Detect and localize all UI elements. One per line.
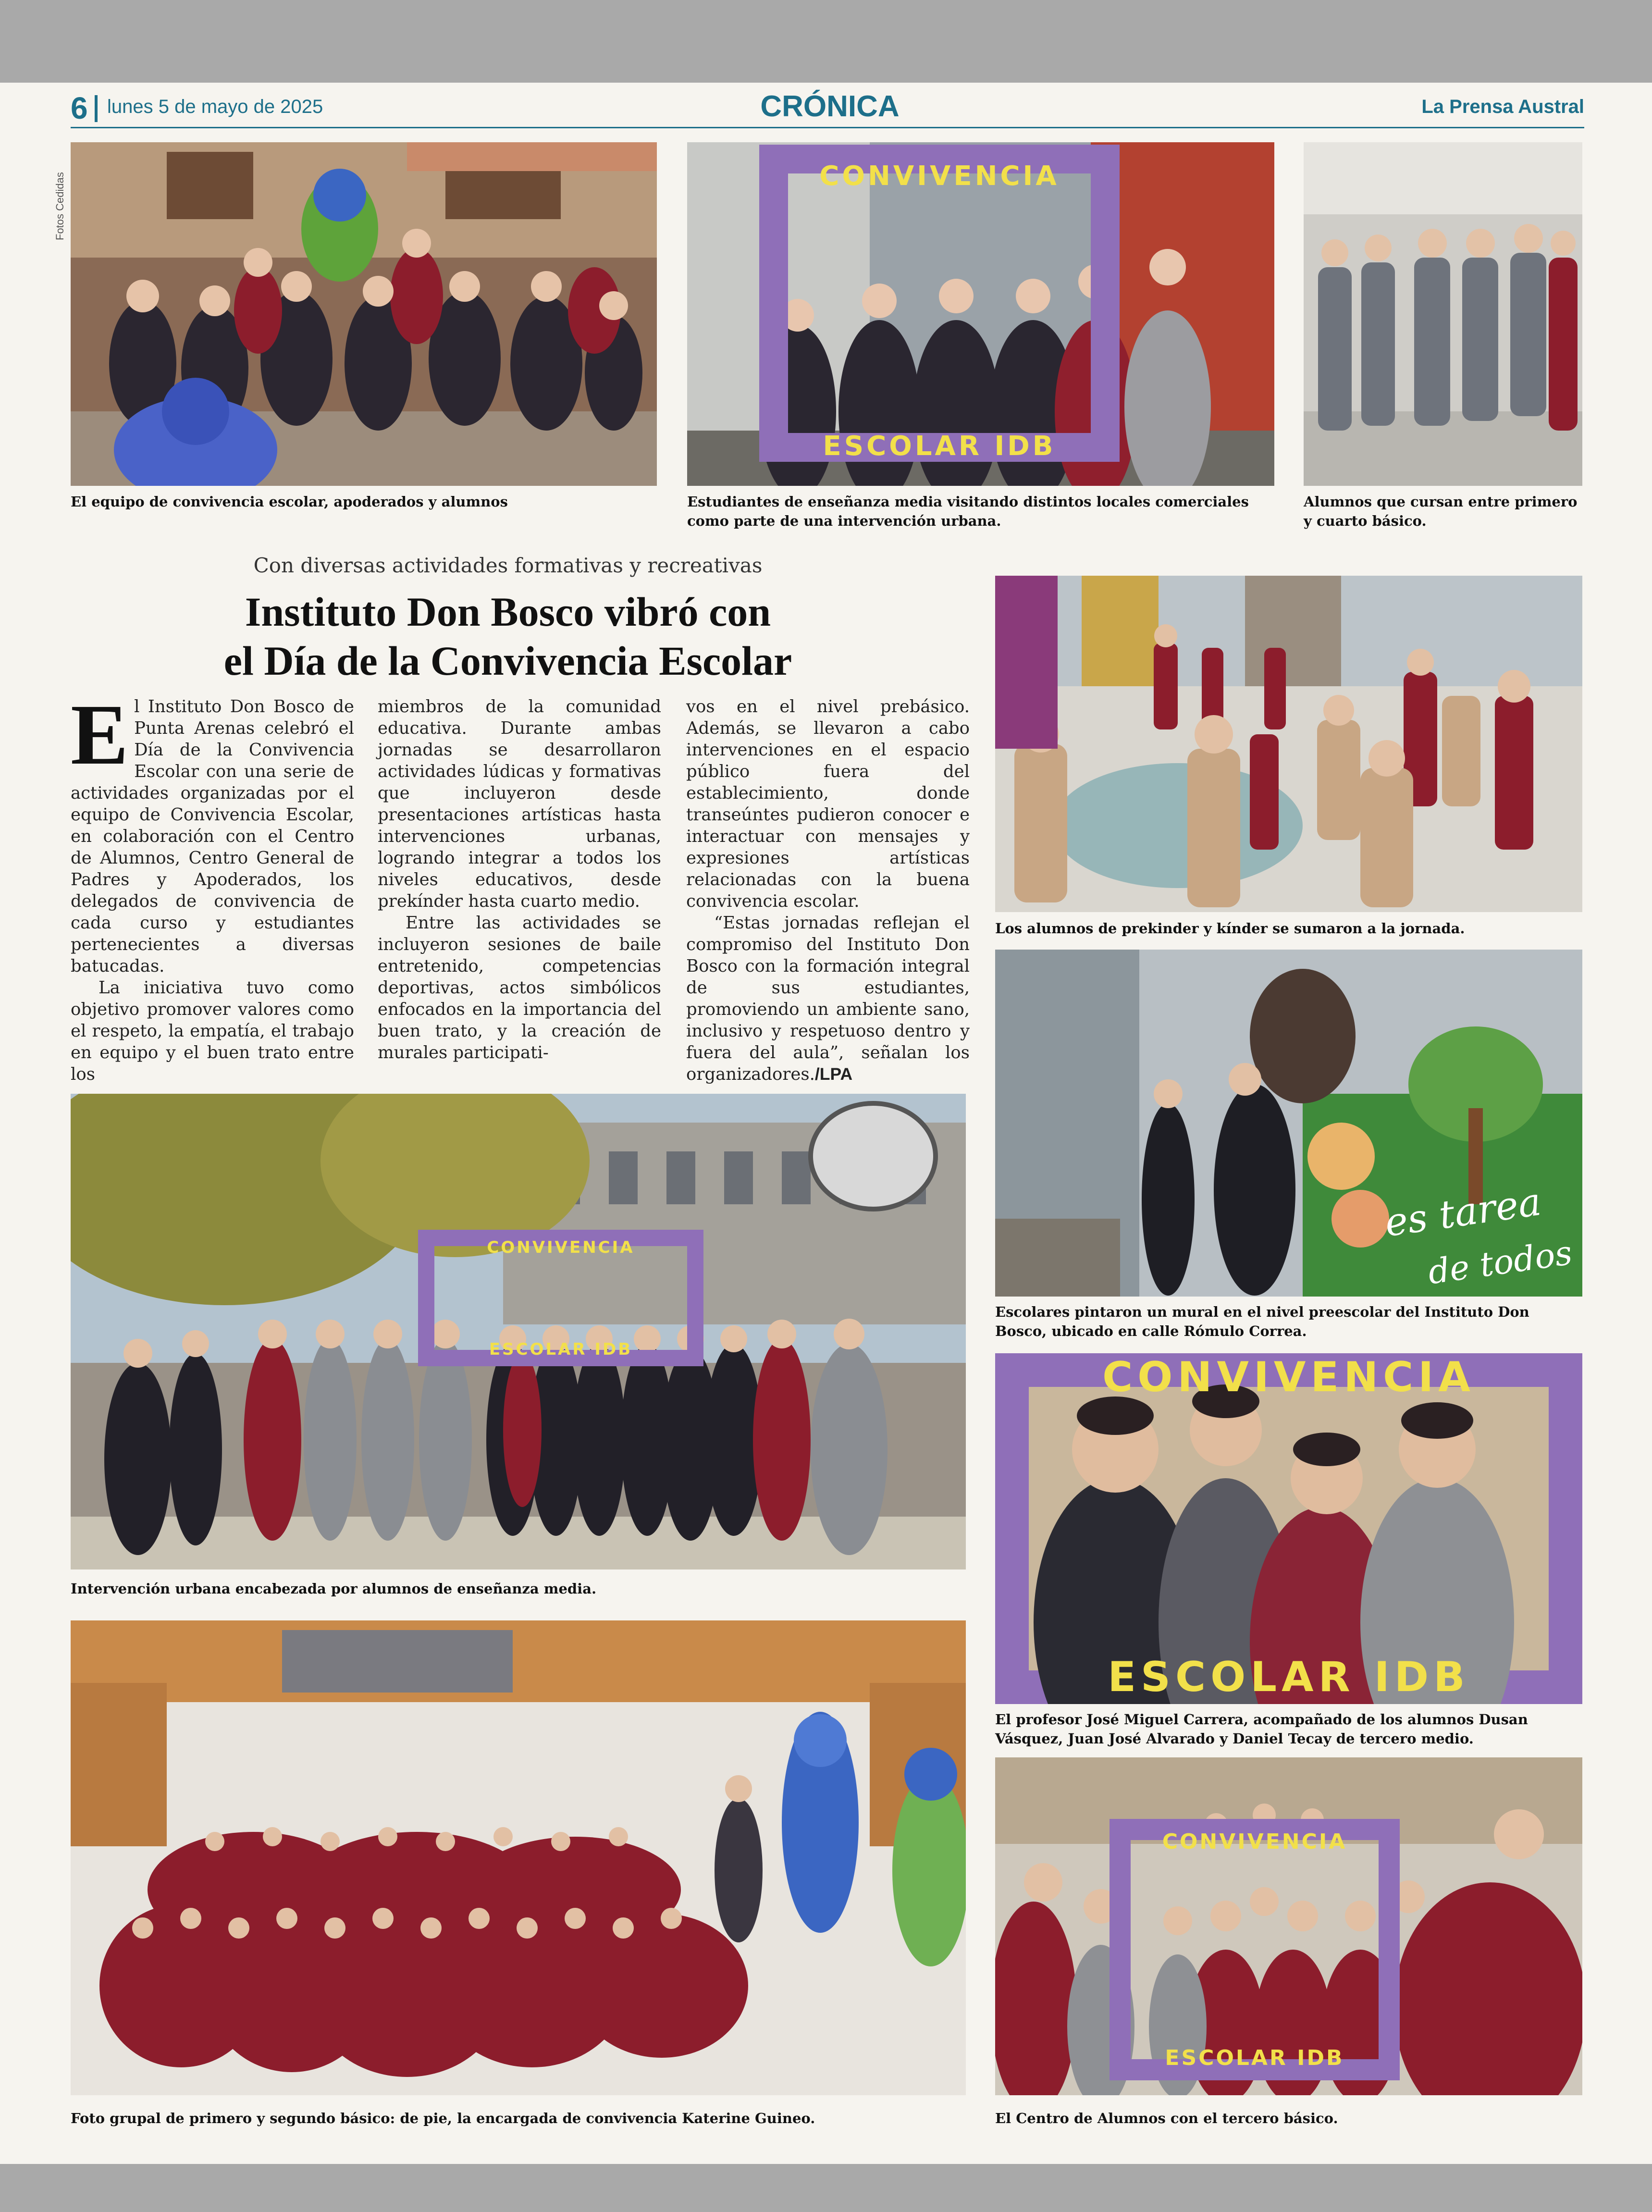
- photo-mural: [995, 950, 1582, 1297]
- photo-gym-group: [71, 1620, 966, 2095]
- caption-team-group: El equipo de convivencia escolar, apoderados y alumnos: [71, 494, 508, 510]
- frame-text-bottom: ESCOLAR IDB: [489, 1340, 633, 1359]
- article-column-3: [686, 696, 970, 1085]
- frame-text-top: CONVIVENCIA: [819, 161, 1060, 192]
- article-kicker: Con diversas actividades formativas y recreativas: [253, 554, 763, 577]
- photo-credit: Fotos Cedidas: [54, 172, 66, 240]
- caption-gym-group: Foto grupal de primero y segundo básico: de pie, la encargada de convivencia Katerine Guineo.: [71, 2110, 815, 2126]
- header-rule: [71, 127, 1584, 128]
- caption-urban-intervention: Intervención urbana encabezada por alumnos de enseñanza media.: [71, 1581, 597, 1597]
- frame-text-bottom: ESCOLAR IDB: [1108, 1653, 1470, 1701]
- caption-students-frame-street: Estudiantes de enseñanza media visitando distintos locales comerciales como parte de una intervención urbana.: [687, 494, 1249, 529]
- top-border: [0, 0, 1652, 83]
- mural-text-2: de todos: [1425, 1233, 1575, 1292]
- photo-primary-students: [1304, 142, 1582, 486]
- caption-primary-students: Alumnos que cursan entre primero y cuarto básico.: [1304, 494, 1578, 529]
- col1-paragraph-2: La iniciativa tuvo como objetivo promover valores como el respeto, la empatía, el trabajo en equipo y el buen trato entre los: [71, 978, 354, 1084]
- photo-urban-intervention: [71, 1094, 966, 1569]
- photo-student-council: [995, 1757, 1582, 2095]
- page-header: [71, 87, 1584, 130]
- frame-text-top: CONVIVENCIA: [1162, 1829, 1347, 1854]
- frame-text-bottom: ESCOLAR IDB: [823, 431, 1056, 462]
- frame-text-bottom: ESCOLAR IDB: [1165, 2046, 1344, 2070]
- header-separator: [95, 95, 98, 122]
- col3-paragraph-2: “Estas jornadas reflejan el compromiso del Instituto Don Bosco con la formación integral de sus estudiantes, promoviendo un ambiente sano, inclusivo y respetuoso dentro y fuera del aula”, señalan los organizadores.: [686, 913, 970, 1084]
- photo-team-group: [71, 142, 657, 486]
- bottom-border: [0, 2164, 1652, 2212]
- mural-text-1: es tarea: [1382, 1179, 1544, 1246]
- newspaper-name: La Prensa Austral: [1421, 96, 1584, 117]
- col2-paragraph-2: Entre las actividades se incluyeron sesiones de baile entretenido, competencias deportivas, actos simbólicos enfocados en la importancia del buen trato, y la creación de murales participati-: [378, 913, 661, 1063]
- article-column-1: [71, 687, 354, 1085]
- drop-cap: E: [71, 687, 129, 782]
- frame-text-top: CONVIVENCIA: [487, 1238, 635, 1257]
- article-headline: [71, 587, 945, 685]
- frame-text-top: CONVIVENCIA: [1102, 1353, 1475, 1401]
- photo-students-frame-street: [687, 142, 1274, 486]
- page-number: 6: [71, 91, 88, 125]
- col3-paragraph-1: vos en el nivel prebásico. Además, se llevaron a cabo intervenciones en el espacio público fuera del establecimiento, donde transeúntes pudieron conocer e interactuar con mensajes y expresiones artísticas relacionadas con la buena convivencia escolar.: [686, 697, 970, 911]
- col2-paragraph-1: miembros de la comunidad educativa. Durante ambas jornadas se desarrollaron actividades lúdicas y formativas que incluyeron desde presentaciones artísticas hasta intervenciones urbanas, logrando integrar a todos los niveles educativos, desde prekínder hasta cuarto medio.: [378, 697, 661, 911]
- caption-kinder-dancing: Los alumnos de prekinder y kínder se sumaron a la jornada.: [995, 920, 1465, 937]
- caption-student-council: El Centro de Alumnos con el tercero básico.: [995, 2110, 1338, 2126]
- article-signature: /LPA: [814, 1064, 853, 1084]
- caption-mural: Escolares pintaron un mural en el nivel preescolar del Instituto Don Bosco, ubicado en calle Rómulo Correa.: [995, 1304, 1529, 1339]
- caption-teacher-students-frame: El profesor José Miguel Carrera, acompañado de los alumnos Dusan Vásquez, Juan José Alvarado y Daniel Tecay de tercero medio.: [995, 1711, 1528, 1747]
- headline-line-1: Instituto Don Bosco vibró con: [245, 589, 771, 635]
- photo-kinder-dancing: [995, 576, 1582, 912]
- photo-teacher-students-frame: [995, 1353, 1582, 1704]
- col1-paragraph-1: l Instituto Don Bosco de Punta Arenas celebró el Día de la Convivencia Escolar con una serie de actividades organizadas por el equipo de Convivencia Escolar, en colaboración con el Centro de Alumnos, Centro General de Padres y Apoderados, los delegados de convivencia de cada curso y estudiantes pertenecientes a diversas batucadas.: [71, 697, 354, 976]
- headline-line-2: el Día de la Convivencia Escolar: [223, 638, 792, 684]
- section-title: CRÓNICA: [760, 90, 900, 123]
- issue-date: lunes 5 de mayo de 2025: [107, 96, 323, 117]
- article-column-2: [378, 696, 661, 1063]
